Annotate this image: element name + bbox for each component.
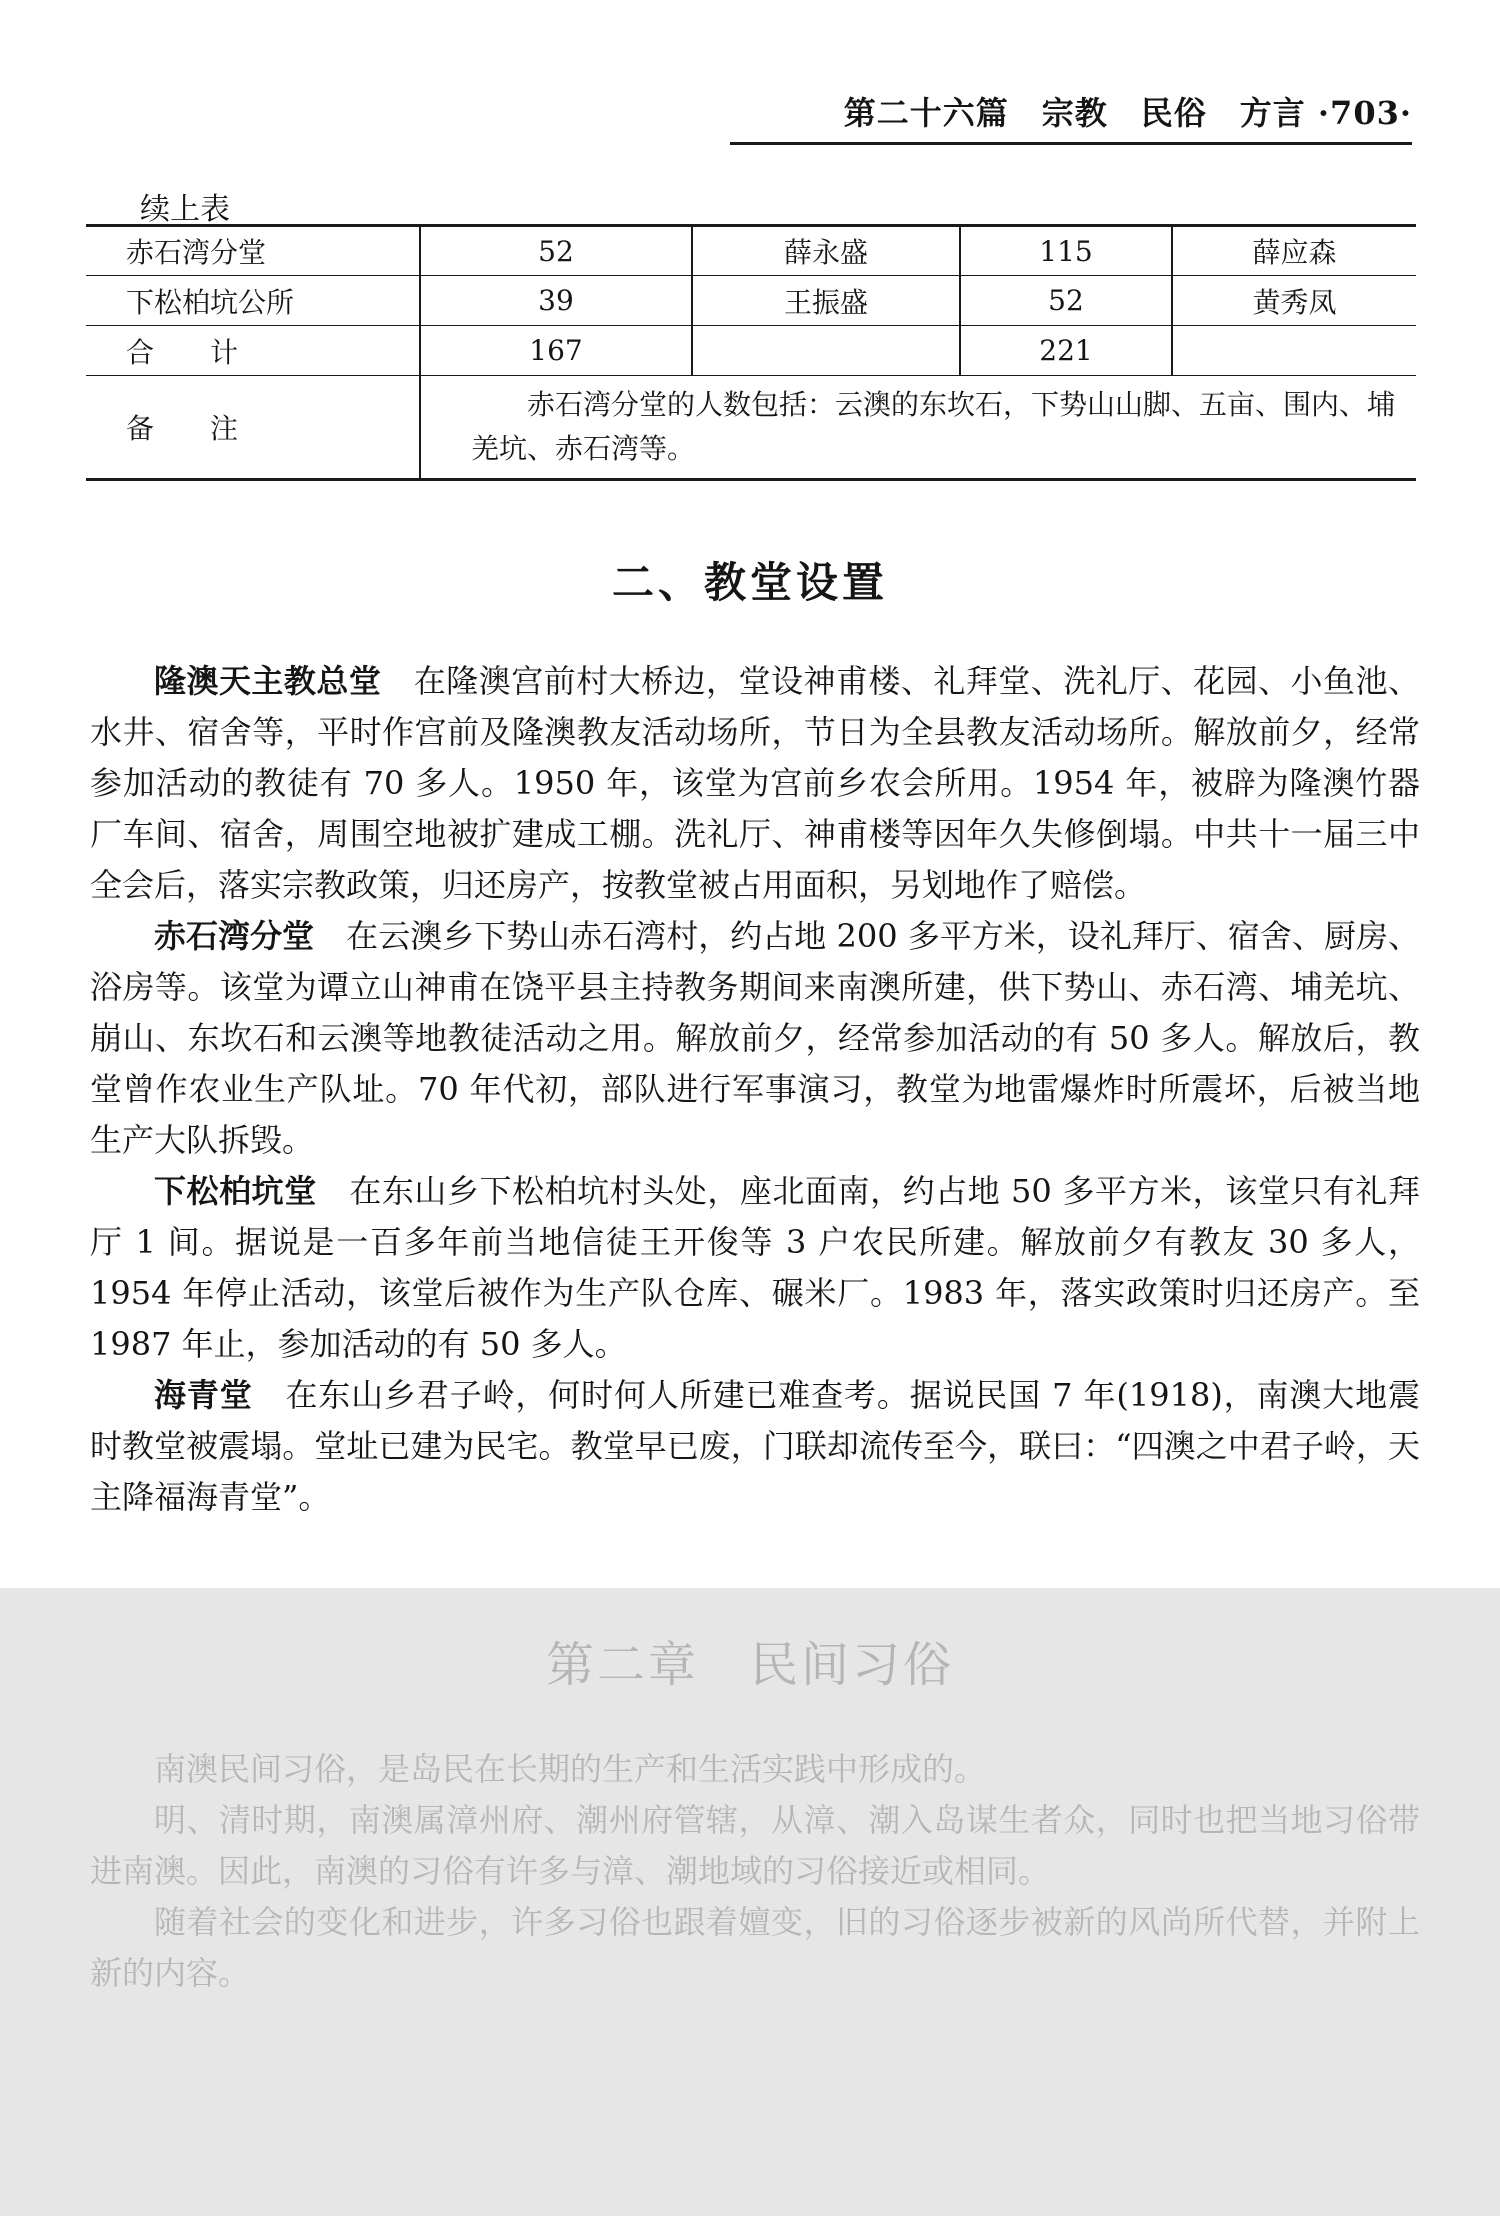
paragraph-text: 在隆澳宫前村大桥边，堂设神甫楼、礼拜堂、洗礼厅、花园、小鱼池、水井、宿舍等，平时作宫前及隆澳教友活动场所，节日为全县教友活动场所。解放前夕，经常参加活动的教徒有 70 多人。1950 年，该堂为宫前乡农会所用。1954 年，被辟为隆澳竹器厂车间、宿舍，周围空地被扩建成工棚。洗礼厅、神甫楼等因年久失修倒塌。中共十一届三中全会后，落实宗教政策，归还房产，按教堂被占用面积，另划地作了赔偿。 — [90, 662, 1420, 904]
table-cell: 黄秀凤 — [1172, 276, 1416, 326]
table-row — [86, 226, 1416, 276]
church-stats-table — [86, 224, 1416, 481]
table-cell — [692, 326, 960, 376]
table-cell: 221 — [960, 326, 1172, 376]
paragraph-lead: 海青堂 — [154, 1376, 253, 1414]
paragraph-lead: 隆澳天主教总堂 — [154, 662, 382, 700]
chapter-title: 第二章 民间习俗 — [545, 1637, 954, 1693]
paragraph: 明、清时期，南澳属漳州府、潮州府管辖，从漳、潮入岛谋生者众，同时也把当地习俗带进南澳。因此，南澳的习俗有许多与漳、潮地域的习俗接近或相同。 — [90, 1801, 1420, 1890]
note-label: 备 注 — [86, 376, 420, 480]
paragraph-text: 在云澳乡下势山赤石湾村，约占地 200 多平方米，设礼拜厅、宿舍、厨房、浴房等。该堂为谭立山神甫在饶平县主持教务期间来南澳所建，供下势山、赤石湾、埔羌坑、崩山、东坎石和云澳等地教徒活动之用。解放前夕，经常参加活动的有 50 多人。解放后，教堂曾作农业生产队址。70 年代初，部队进行军事演习，教堂为地雷爆炸时所震坏，后被当地生产大队拆毁。 — [90, 917, 1420, 1159]
table-row-total — [86, 326, 1416, 376]
table-cell: 39 — [420, 276, 692, 326]
paragraph — [90, 1370, 1420, 1523]
note-text: 赤石湾分堂的人数包括：云澳的东坎石，下势山山脚、五亩、围内、埔羌坑、赤石湾等。 — [420, 376, 1416, 480]
table-cell: 52 — [960, 276, 1172, 326]
paragraph — [90, 1166, 1420, 1370]
faded-chapter-area — [0, 1588, 1500, 2216]
table-cell: 赤石湾分堂 — [86, 226, 420, 276]
table-cell: 薛应森 — [1172, 226, 1416, 276]
paragraph — [90, 911, 1420, 1166]
page-header — [730, 88, 1412, 145]
table-cell: 薛永盛 — [692, 226, 960, 276]
paragraph-lead: 下松柏坑堂 — [154, 1172, 317, 1210]
table-cell: 167 — [420, 326, 692, 376]
paragraph-lead: 赤石湾分堂 — [154, 917, 315, 955]
table-cell: 下松柏坑公所 — [86, 276, 420, 326]
header-text: 第二十六篇 宗教 民俗 方言 ·703· — [843, 94, 1412, 132]
paragraph-text: 在东山乡下松柏坑村头处，座北面南，约占地 50 多平方米，该堂只有礼拜厅 1 间。据说是一百多年前当地信徒王开俊等 3 户农民所建。解放前夕有教友 30 多人，1954 年停止活动，该堂后被作为生产队仓库、碾米厂。1983 年，落实政策时归还房产。至 1987 年止，参加活动的有 50 多人。 — [90, 1172, 1420, 1363]
table-continued-label: 续上表 — [140, 192, 230, 227]
table-cell: 115 — [960, 226, 1172, 276]
section-title: 二、教堂设置 — [611, 558, 888, 607]
paragraph: 南澳民间习俗，是岛民在长期的生产和生活实践中形成的。 — [154, 1750, 987, 1788]
table-cell — [1172, 326, 1416, 376]
chapter-body — [90, 1744, 1420, 1999]
paragraph — [90, 656, 1420, 911]
table-cell: 52 — [420, 226, 692, 276]
table-row — [86, 276, 1416, 326]
paragraph: 随着社会的变化和进步，许多习俗也跟着嬗变，旧的习俗逐步被新的风尚所代替，并附上新的内容。 — [90, 1903, 1420, 1992]
table-cell: 合 计 — [86, 326, 420, 376]
paragraph-text: 在东山乡君子岭，何时何人所建已难查考。据说民国 7 年(1918)，南澳大地震时教堂被震塌。堂址已建为民宅。教堂早已废，门联却流传至今，联曰：“四澳之中君子岭，天主降福海青堂”。 — [90, 1376, 1420, 1516]
table-cell: 王振盛 — [692, 276, 960, 326]
table-row-note — [86, 376, 1416, 480]
section-body — [90, 656, 1420, 1523]
